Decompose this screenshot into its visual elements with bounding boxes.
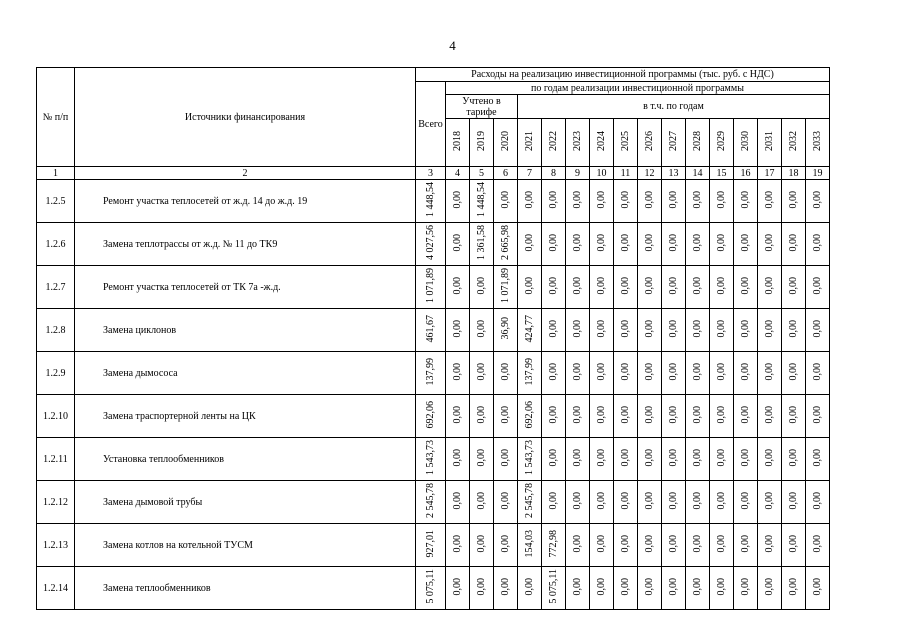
year-value: 0,00 xyxy=(662,524,686,567)
year-value: 0,00 xyxy=(806,352,830,395)
year-value: 0,00 xyxy=(638,395,662,438)
row-source: Замена теплотрассы от ж.д. № 11 до ТК9 xyxy=(75,223,416,266)
year-header: 2025 xyxy=(614,119,638,167)
row-source: Ремонт участка теплосетей от ТК 7а -ж.д. xyxy=(75,266,416,309)
year-value: 0,00 xyxy=(614,481,638,524)
column-index: 14 xyxy=(686,167,710,180)
column-index: 11 xyxy=(614,167,638,180)
year-value: 0,00 xyxy=(494,438,518,481)
header-tariff: Учтено в тарифе xyxy=(446,95,518,119)
year-value: 154,03 xyxy=(518,524,542,567)
year-value: 0,00 xyxy=(734,352,758,395)
row-source: Замена дымососа xyxy=(75,352,416,395)
year-header: 2023 xyxy=(566,119,590,167)
column-index: 5 xyxy=(470,167,494,180)
table-row xyxy=(37,481,854,524)
year-value: 1 448,54 xyxy=(470,180,494,223)
year-value: 0,00 xyxy=(470,266,494,309)
year-value: 0,00 xyxy=(806,438,830,481)
year-header: 2028 xyxy=(686,119,710,167)
row-number: 1.2.6 xyxy=(37,223,75,266)
year-value: 0,00 xyxy=(806,567,830,610)
year-value: 0,00 xyxy=(446,438,470,481)
table-row xyxy=(37,524,854,567)
year-value: 0,00 xyxy=(470,438,494,481)
year-value: 0,00 xyxy=(638,524,662,567)
year-value: 0,00 xyxy=(590,481,614,524)
column-index: 8 xyxy=(542,167,566,180)
year-value: 0,00 xyxy=(734,266,758,309)
year-value: 0,00 xyxy=(710,223,734,266)
header-num: № п/п xyxy=(37,68,75,167)
column-index: 7 xyxy=(518,167,542,180)
year-header: 2030 xyxy=(734,119,758,167)
year-value: 0,00 xyxy=(614,524,638,567)
year-value: 0,00 xyxy=(686,266,710,309)
year-value: 0,00 xyxy=(446,524,470,567)
year-value: 0,00 xyxy=(638,438,662,481)
row-source: Замена траспортерной ленты на ЦК xyxy=(75,395,416,438)
row-source: Ремонт участка теплосетей от ж.д. 14 до ж.д. 19 xyxy=(75,180,416,223)
row-total: 4 027,56 xyxy=(416,223,446,266)
year-value: 0,00 xyxy=(734,395,758,438)
year-value: 0,00 xyxy=(782,524,806,567)
column-index: 13 xyxy=(662,167,686,180)
year-header: 2020 xyxy=(494,119,518,167)
column-index: 18 xyxy=(782,167,806,180)
year-value: 0,00 xyxy=(614,180,638,223)
year-value: 0,00 xyxy=(758,180,782,223)
year-value: 0,00 xyxy=(734,309,758,352)
column-index: 19 xyxy=(806,167,830,180)
year-value: 0,00 xyxy=(662,481,686,524)
year-value: 0,00 xyxy=(758,223,782,266)
year-value: 0,00 xyxy=(734,524,758,567)
row-number: 1.2.5 xyxy=(37,180,75,223)
year-value: 0,00 xyxy=(710,524,734,567)
year-value: 0,00 xyxy=(686,481,710,524)
year-value: 0,00 xyxy=(758,481,782,524)
year-value: 692,06 xyxy=(518,395,542,438)
year-value: 2 545,78 xyxy=(518,481,542,524)
header-expenses: Расходы на реализацию инвестиционной программы (тыс. руб. с НДС) xyxy=(416,68,830,82)
year-value: 0,00 xyxy=(806,223,830,266)
year-value: 0,00 xyxy=(614,567,638,610)
header-by-years: по годам реализации инвестиционной программы xyxy=(446,82,830,95)
row-total: 692,06 xyxy=(416,395,446,438)
table-row xyxy=(37,438,854,481)
column-index: 12 xyxy=(638,167,662,180)
year-value: 0,00 xyxy=(758,266,782,309)
column-index: 2 xyxy=(75,167,416,180)
row-total: 927,01 xyxy=(416,524,446,567)
year-value: 0,00 xyxy=(566,481,590,524)
year-value: 0,00 xyxy=(614,309,638,352)
year-value: 0,00 xyxy=(710,567,734,610)
year-value: 0,00 xyxy=(494,180,518,223)
table-row xyxy=(37,180,854,223)
year-value: 0,00 xyxy=(782,352,806,395)
year-value: 1 543,73 xyxy=(518,438,542,481)
year-value: 0,00 xyxy=(470,567,494,610)
row-number: 1.2.12 xyxy=(37,481,75,524)
table-row xyxy=(37,395,854,438)
year-value: 0,00 xyxy=(782,567,806,610)
year-value: 0,00 xyxy=(806,481,830,524)
year-header: 2018 xyxy=(446,119,470,167)
year-value: 0,00 xyxy=(782,438,806,481)
year-value: 0,00 xyxy=(614,438,638,481)
year-value: 0,00 xyxy=(638,352,662,395)
year-value: 0,00 xyxy=(758,352,782,395)
year-value: 0,00 xyxy=(782,481,806,524)
year-value: 0,00 xyxy=(518,223,542,266)
year-value: 0,00 xyxy=(518,180,542,223)
row-source: Замена котлов на котельной ТУСМ xyxy=(75,524,416,567)
row-total: 1 448,54 xyxy=(416,180,446,223)
year-value: 0,00 xyxy=(566,438,590,481)
year-value: 0,00 xyxy=(710,395,734,438)
year-value: 0,00 xyxy=(494,481,518,524)
year-header: 2033 xyxy=(806,119,830,167)
year-value: 0,00 xyxy=(638,223,662,266)
year-value: 0,00 xyxy=(710,481,734,524)
year-value: 0,00 xyxy=(590,438,614,481)
row-total: 1 543,73 xyxy=(416,438,446,481)
year-value: 0,00 xyxy=(710,438,734,481)
year-value: 137,99 xyxy=(518,352,542,395)
year-value: 0,00 xyxy=(590,524,614,567)
year-value: 0,00 xyxy=(662,567,686,610)
row-source: Замена дымовой трубы xyxy=(75,481,416,524)
year-header: 2021 xyxy=(518,119,542,167)
year-value: 0,00 xyxy=(446,266,470,309)
year-value: 0,00 xyxy=(446,352,470,395)
table-row xyxy=(37,223,854,266)
year-value: 0,00 xyxy=(758,309,782,352)
year-value: 0,00 xyxy=(566,395,590,438)
year-value: 0,00 xyxy=(494,395,518,438)
year-value: 0,00 xyxy=(806,309,830,352)
column-index: 17 xyxy=(758,167,782,180)
header-incl: в т.ч. по годам xyxy=(518,95,830,119)
year-value: 36,90 xyxy=(494,309,518,352)
year-value: 0,00 xyxy=(686,524,710,567)
column-index: 6 xyxy=(494,167,518,180)
year-value: 0,00 xyxy=(590,266,614,309)
row-number: 1.2.8 xyxy=(37,309,75,352)
table-row xyxy=(37,567,854,610)
row-number: 1.2.9 xyxy=(37,352,75,395)
year-value: 0,00 xyxy=(686,309,710,352)
column-index: 3 xyxy=(416,167,446,180)
investment-table xyxy=(36,67,854,610)
year-value: 0,00 xyxy=(542,481,566,524)
header-source: Источники финансирования xyxy=(75,68,416,167)
row-total: 5 075,11 xyxy=(416,567,446,610)
year-value: 0,00 xyxy=(662,438,686,481)
year-value: 0,00 xyxy=(734,481,758,524)
header-total: Всего xyxy=(416,82,446,167)
year-value: 0,00 xyxy=(542,438,566,481)
year-header: 2026 xyxy=(638,119,662,167)
year-value: 0,00 xyxy=(542,266,566,309)
year-value: 0,00 xyxy=(566,266,590,309)
year-value: 0,00 xyxy=(734,223,758,266)
column-index: 9 xyxy=(566,167,590,180)
year-value: 0,00 xyxy=(686,567,710,610)
year-value: 0,00 xyxy=(518,567,542,610)
year-value: 0,00 xyxy=(590,223,614,266)
year-value: 0,00 xyxy=(494,352,518,395)
table-row xyxy=(37,352,854,395)
row-number: 1.2.11 xyxy=(37,438,75,481)
year-value: 0,00 xyxy=(590,567,614,610)
year-header: 2019 xyxy=(470,119,494,167)
year-header: 2022 xyxy=(542,119,566,167)
year-value: 0,00 xyxy=(566,180,590,223)
year-value: 0,00 xyxy=(782,223,806,266)
year-value: 0,00 xyxy=(590,309,614,352)
column-index: 4 xyxy=(446,167,470,180)
year-value: 0,00 xyxy=(470,352,494,395)
year-value: 0,00 xyxy=(662,180,686,223)
year-value: 0,00 xyxy=(566,524,590,567)
year-value: 0,00 xyxy=(638,481,662,524)
year-value: 0,00 xyxy=(446,223,470,266)
year-value: 0,00 xyxy=(662,223,686,266)
row-total: 1 071,89 xyxy=(416,266,446,309)
row-total: 2 545,78 xyxy=(416,481,446,524)
year-value: 0,00 xyxy=(590,395,614,438)
year-value: 0,00 xyxy=(782,309,806,352)
year-value: 0,00 xyxy=(470,481,494,524)
year-value: 0,00 xyxy=(470,524,494,567)
year-value: 0,00 xyxy=(470,395,494,438)
row-number: 1.2.7 xyxy=(37,266,75,309)
year-value: 0,00 xyxy=(542,309,566,352)
column-index: 10 xyxy=(590,167,614,180)
column-index: 16 xyxy=(734,167,758,180)
year-value: 0,00 xyxy=(806,395,830,438)
row-number: 1.2.10 xyxy=(37,395,75,438)
year-value: 0,00 xyxy=(446,567,470,610)
year-header: 2031 xyxy=(758,119,782,167)
year-value: 0,00 xyxy=(614,395,638,438)
year-value: 0,00 xyxy=(758,395,782,438)
year-value: 0,00 xyxy=(662,352,686,395)
year-value: 0,00 xyxy=(782,180,806,223)
year-value: 2 665,98 xyxy=(494,223,518,266)
year-value: 0,00 xyxy=(614,223,638,266)
year-value: 0,00 xyxy=(806,266,830,309)
year-value: 0,00 xyxy=(710,266,734,309)
row-total: 137,99 xyxy=(416,352,446,395)
year-value: 0,00 xyxy=(686,223,710,266)
year-value: 0,00 xyxy=(758,524,782,567)
year-value: 0,00 xyxy=(518,266,542,309)
year-value: 0,00 xyxy=(806,180,830,223)
year-value: 0,00 xyxy=(470,309,494,352)
row-source: Замена теплообменников xyxy=(75,567,416,610)
year-value: 0,00 xyxy=(806,524,830,567)
year-value: 0,00 xyxy=(686,438,710,481)
year-value: 0,00 xyxy=(686,180,710,223)
table-row xyxy=(37,266,854,309)
year-header: 2029 xyxy=(710,119,734,167)
year-value: 0,00 xyxy=(686,395,710,438)
year-value: 0,00 xyxy=(758,567,782,610)
year-value: 0,00 xyxy=(566,567,590,610)
year-value: 0,00 xyxy=(494,524,518,567)
year-value: 0,00 xyxy=(734,438,758,481)
year-value: 0,00 xyxy=(446,180,470,223)
year-value: 0,00 xyxy=(590,352,614,395)
year-value: 0,00 xyxy=(614,266,638,309)
year-header: 2027 xyxy=(662,119,686,167)
row-source: Замена циклонов xyxy=(75,309,416,352)
year-value: 772,98 xyxy=(542,524,566,567)
row-number: 1.2.13 xyxy=(37,524,75,567)
year-value: 0,00 xyxy=(446,395,470,438)
year-value: 0,00 xyxy=(542,180,566,223)
year-value: 0,00 xyxy=(662,266,686,309)
year-value: 5 075,11 xyxy=(542,567,566,610)
year-value: 0,00 xyxy=(662,309,686,352)
table-row xyxy=(37,309,854,352)
column-index: 1 xyxy=(37,167,75,180)
year-value: 0,00 xyxy=(734,567,758,610)
year-value: 0,00 xyxy=(662,395,686,438)
year-value: 424,77 xyxy=(518,309,542,352)
year-value: 0,00 xyxy=(446,481,470,524)
year-value: 0,00 xyxy=(710,180,734,223)
year-value: 0,00 xyxy=(566,309,590,352)
row-source: Установка теплообменников xyxy=(75,438,416,481)
year-value: 0,00 xyxy=(566,223,590,266)
year-value: 0,00 xyxy=(494,567,518,610)
year-header: 2032 xyxy=(782,119,806,167)
year-value: 0,00 xyxy=(638,180,662,223)
row-number: 1.2.14 xyxy=(37,567,75,610)
page-number: 4 xyxy=(449,38,456,53)
year-value: 0,00 xyxy=(542,395,566,438)
year-value: 0,00 xyxy=(686,352,710,395)
year-value: 0,00 xyxy=(782,266,806,309)
year-value: 0,00 xyxy=(542,352,566,395)
year-value: 0,00 xyxy=(566,352,590,395)
year-value: 1 071,89 xyxy=(494,266,518,309)
year-value: 0,00 xyxy=(446,309,470,352)
year-value: 0,00 xyxy=(638,567,662,610)
year-value: 0,00 xyxy=(614,352,638,395)
year-value: 0,00 xyxy=(638,266,662,309)
row-total: 461,67 xyxy=(416,309,446,352)
column-index: 15 xyxy=(710,167,734,180)
year-value: 0,00 xyxy=(710,309,734,352)
year-header: 2024 xyxy=(590,119,614,167)
year-value: 1 361,58 xyxy=(470,223,494,266)
year-value: 0,00 xyxy=(638,309,662,352)
year-value: 0,00 xyxy=(734,180,758,223)
year-value: 0,00 xyxy=(542,223,566,266)
year-value: 0,00 xyxy=(782,395,806,438)
year-value: 0,00 xyxy=(758,438,782,481)
year-value: 0,00 xyxy=(710,352,734,395)
year-value: 0,00 xyxy=(590,180,614,223)
